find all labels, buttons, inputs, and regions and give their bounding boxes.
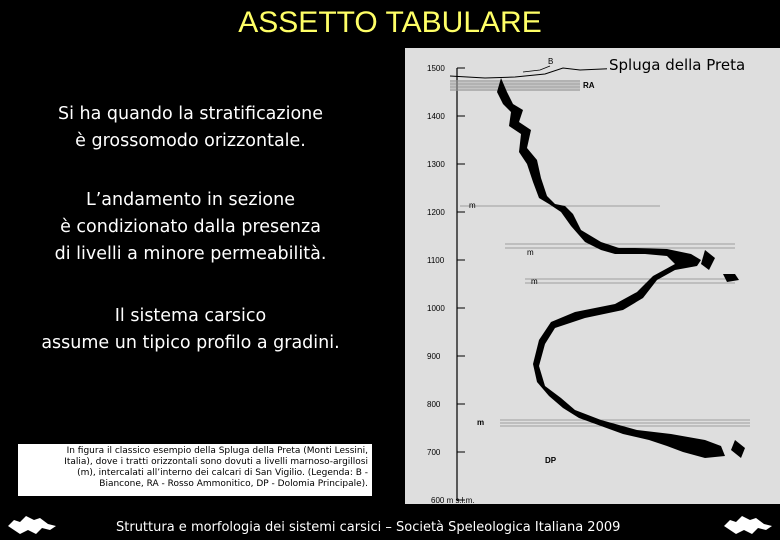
slide-footer: Struttura e morfologia dei sistemi carsici – Società Speleologica Italiana 2009	[116, 520, 621, 535]
label-marly-level: m	[477, 418, 485, 427]
paragraph-line: assume un tipico profilo a gradini.	[41, 333, 340, 353]
paragraph-stratification	[18, 101, 363, 155]
paragraph-line: è condizionato dalla presenza	[60, 217, 321, 237]
label-marly-level: m	[469, 201, 476, 210]
paragraph-line: è grossomodo orizzontale.	[75, 131, 306, 151]
paragraph-line: Il sistema carsico	[114, 306, 267, 326]
tick-label: 1300	[427, 160, 445, 169]
slide-title: ASSETTO TABULARE	[238, 6, 542, 39]
label-marly-level: m	[531, 277, 538, 286]
label-biancone: B	[548, 57, 554, 66]
tick-label: 1100	[427, 256, 445, 265]
cave-profile-path	[497, 78, 725, 458]
rosso-ammonitico-layer	[450, 80, 580, 91]
tick-label: 1200	[427, 208, 445, 217]
cave-profile-diagram	[405, 48, 780, 504]
figure-caption	[18, 444, 372, 496]
paragraph-section	[18, 187, 363, 268]
paragraph-line: Si ha quando la stratificazione	[57, 104, 324, 124]
tick-label: 800	[427, 400, 441, 409]
tick-label: 1500	[427, 64, 445, 73]
caption-line: Italia), dove i tratti orizzontali sono dovuti a livelli marnoso-argillosi	[64, 457, 368, 467]
cave-profile-figure	[405, 48, 780, 504]
paragraph-line: di livelli a minore permeabilità.	[54, 244, 327, 264]
label-marly-level: m	[527, 248, 534, 257]
tick-label: 1000	[427, 304, 445, 313]
figure-title: Spluga della Preta	[609, 56, 746, 74]
paragraph-line: L’andamento in sezione	[85, 190, 295, 210]
paragraph-karst-system	[18, 303, 363, 357]
ssi-logo-icon	[6, 512, 58, 538]
label-dolomia-principale: DP	[545, 456, 557, 465]
ssi-logo-icon	[722, 512, 774, 538]
caption-line: Biancone, RA - Rosso Ammonitico, DP - Dolomia Principale).	[99, 479, 368, 489]
tick-label: 700	[427, 448, 441, 457]
caption-line: In figura il classico esempio della Spluga della Preta (Monti Lessini,	[66, 446, 368, 456]
tick-label: 1400	[427, 112, 445, 121]
caption-line: (m), intercalati all’interno dei calcari di San Vigilio. (Legenda: B -	[77, 468, 368, 478]
tick-label: 600 m s.l.m.	[431, 496, 475, 504]
label-rosso-ammonitico: RA	[583, 81, 595, 90]
tick-label: 900	[427, 352, 441, 361]
